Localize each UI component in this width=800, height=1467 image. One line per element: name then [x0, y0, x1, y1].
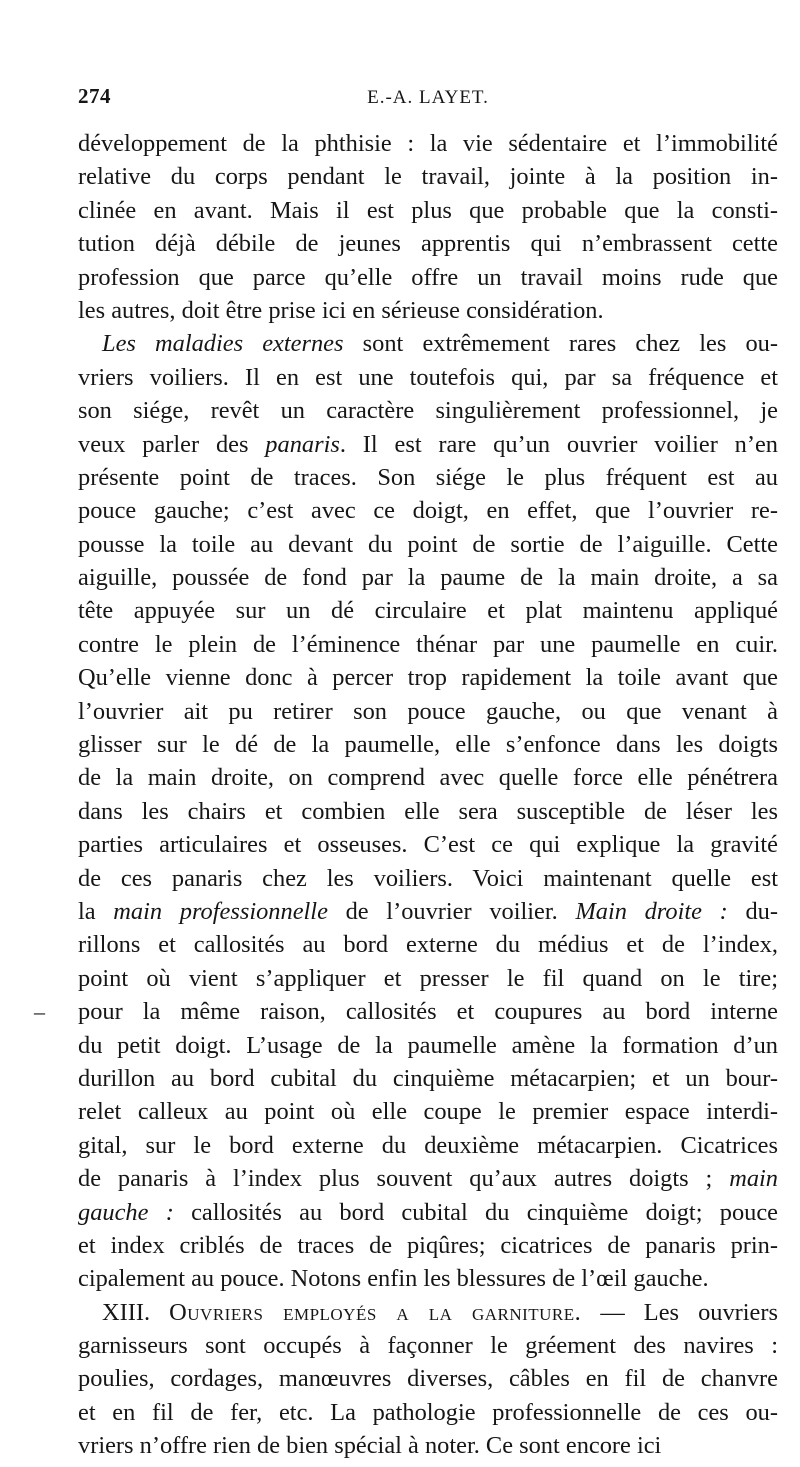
text-run: la	[78, 897, 114, 925]
text-run: de panaris à l’index plus souvent qu’aux autres doigts ;	[78, 1165, 730, 1193]
text-line: vriers n’offre rien de bien spécial à noter. Ce sont encore ici	[78, 1432, 662, 1460]
italic-text: main professionnelle	[113, 897, 328, 925]
text-run: . Il est rare qu’un ouvrier voilier n’en	[339, 430, 778, 458]
italic-text: gauche :	[78, 1198, 174, 1226]
text-line: garnisseurs sont occupés à façonner le gréement des navires :	[78, 1332, 778, 1360]
text-line: relet calleux au point où elle coupe le premier espace interdi-	[78, 1098, 778, 1126]
page-number: 274	[78, 84, 111, 108]
text-run: de l’ouvrier voilier.	[327, 897, 576, 925]
text-line: dans les chairs et combien elle sera susceptible de léser les	[78, 797, 778, 825]
margin-mark: –	[34, 999, 45, 1025]
text-line	[78, 1296, 778, 1329]
text-line: parties articulaires et osseuses. C’est ce qui explique la gravité	[78, 831, 778, 859]
text-line	[78, 1162, 778, 1195]
text-line: point où vient s’appliquer et presser le fil quand on le tire;	[78, 964, 778, 992]
text-run: veux parler des	[78, 430, 266, 458]
text-line: gital, sur le bord externe du deuxième métacarpien. Cicatrices	[78, 1131, 778, 1159]
text-line: pouce gauche; c’est avec ce doigt, en effet, que l’ouvrier re-	[78, 497, 778, 525]
italic-text: main	[729, 1165, 778, 1193]
text-line: poulies, cordages, manœuvres diverses, câbles en fil de chanvre	[78, 1365, 778, 1393]
text-line: rillons et callosités au bord externe du médius et de l’index,	[78, 931, 778, 959]
text-line: durillon au bord cubital du cinquième métacarpien; et un bour-	[78, 1064, 778, 1092]
text-line: présente point de traces. Son siége le plus fréquent est au	[78, 463, 778, 491]
body-text	[34, 127, 779, 1463]
text-line: les autres, doit être prise ici en sérieuse considération.	[78, 296, 604, 324]
text-line: tution déjà débile de jeunes apprentis qui n’embrassent cette	[78, 230, 778, 258]
text-line: cipalement au pouce. Notons enfin les blessures de l’œil gauche.	[78, 1265, 709, 1293]
text-line: du petit doigt. L’usage de la paumelle amène la formation d’un	[78, 1031, 778, 1059]
text-line: profession que parce qu’elle offre un travail moins rude que	[78, 263, 778, 291]
text-line: l’ouvrier ait pu retirer son pouce gauche, ou que venant à	[78, 697, 778, 725]
text-run: XIII.	[102, 1298, 170, 1326]
page-header	[78, 84, 778, 114]
small-caps-heading: Ouvriers employés a la garniture.	[169, 1298, 582, 1326]
italic-text: Les maladies externes	[102, 330, 344, 358]
text-line: pousse la toile au devant du point de sortie de l’aiguille. Cette	[78, 530, 778, 558]
text-line	[78, 327, 778, 360]
text-run: sont extrêmement rares chez les ou-	[343, 330, 778, 358]
text-line: de la main droite, on comprend avec quelle force elle pénétrera	[78, 764, 778, 792]
text-line: de ces panaris chez les voiliers. Voici maintenant quelle est	[78, 864, 778, 892]
text-line: son siége, revêt un caractère singulièrement professionnel, je	[78, 397, 778, 425]
text-line: relative du corps pendant le travail, jointe à la position in-	[78, 163, 778, 191]
text-line: vriers voiliers. Il en est une toutefois qui, par sa fréquence et	[78, 363, 778, 391]
text-line: aiguille, poussée de fond par la paume de la main droite, a sa	[78, 564, 778, 592]
text-line	[78, 1196, 778, 1229]
text-line: et en fil de fer, etc. La pathologie professionnelle de ces ou-	[78, 1398, 778, 1426]
italic-text: Main droite :	[575, 897, 728, 925]
text-run: callosités au bord cubital du cinquième doigt; pouce	[173, 1198, 778, 1226]
text-line: tête appuyée sur un dé circulaire et plat maintenu appliqué	[78, 597, 778, 625]
running-head: E.-A. LAYET.	[367, 87, 489, 108]
text-line: pour la même raison, callosités et coupures au bord interne –	[78, 995, 778, 1028]
text-line	[78, 895, 778, 928]
text-line: glisser sur le dé de la paumelle, elle s’enfonce dans les doigts	[78, 731, 778, 759]
text-line: clinée en avant. Mais il est plus que probable que la consti-	[78, 196, 778, 224]
italic-text: panaris	[265, 430, 340, 458]
text-run: du-	[727, 897, 778, 925]
text-line: contre le plein de l’éminence thénar par une paumelle en cuir.	[78, 630, 778, 658]
text-line: développement de la phthisie : la vie sédentaire et l’immobilité	[78, 130, 778, 157]
text-run: — Les ouvriers	[581, 1298, 779, 1326]
text-line	[78, 428, 778, 461]
text-line: et index criblés de traces de piqûres; cicatrices de panaris prin-	[78, 1231, 778, 1259]
text-line: Qu’elle vienne donc à percer trop rapidement la toile avant que	[78, 664, 778, 692]
